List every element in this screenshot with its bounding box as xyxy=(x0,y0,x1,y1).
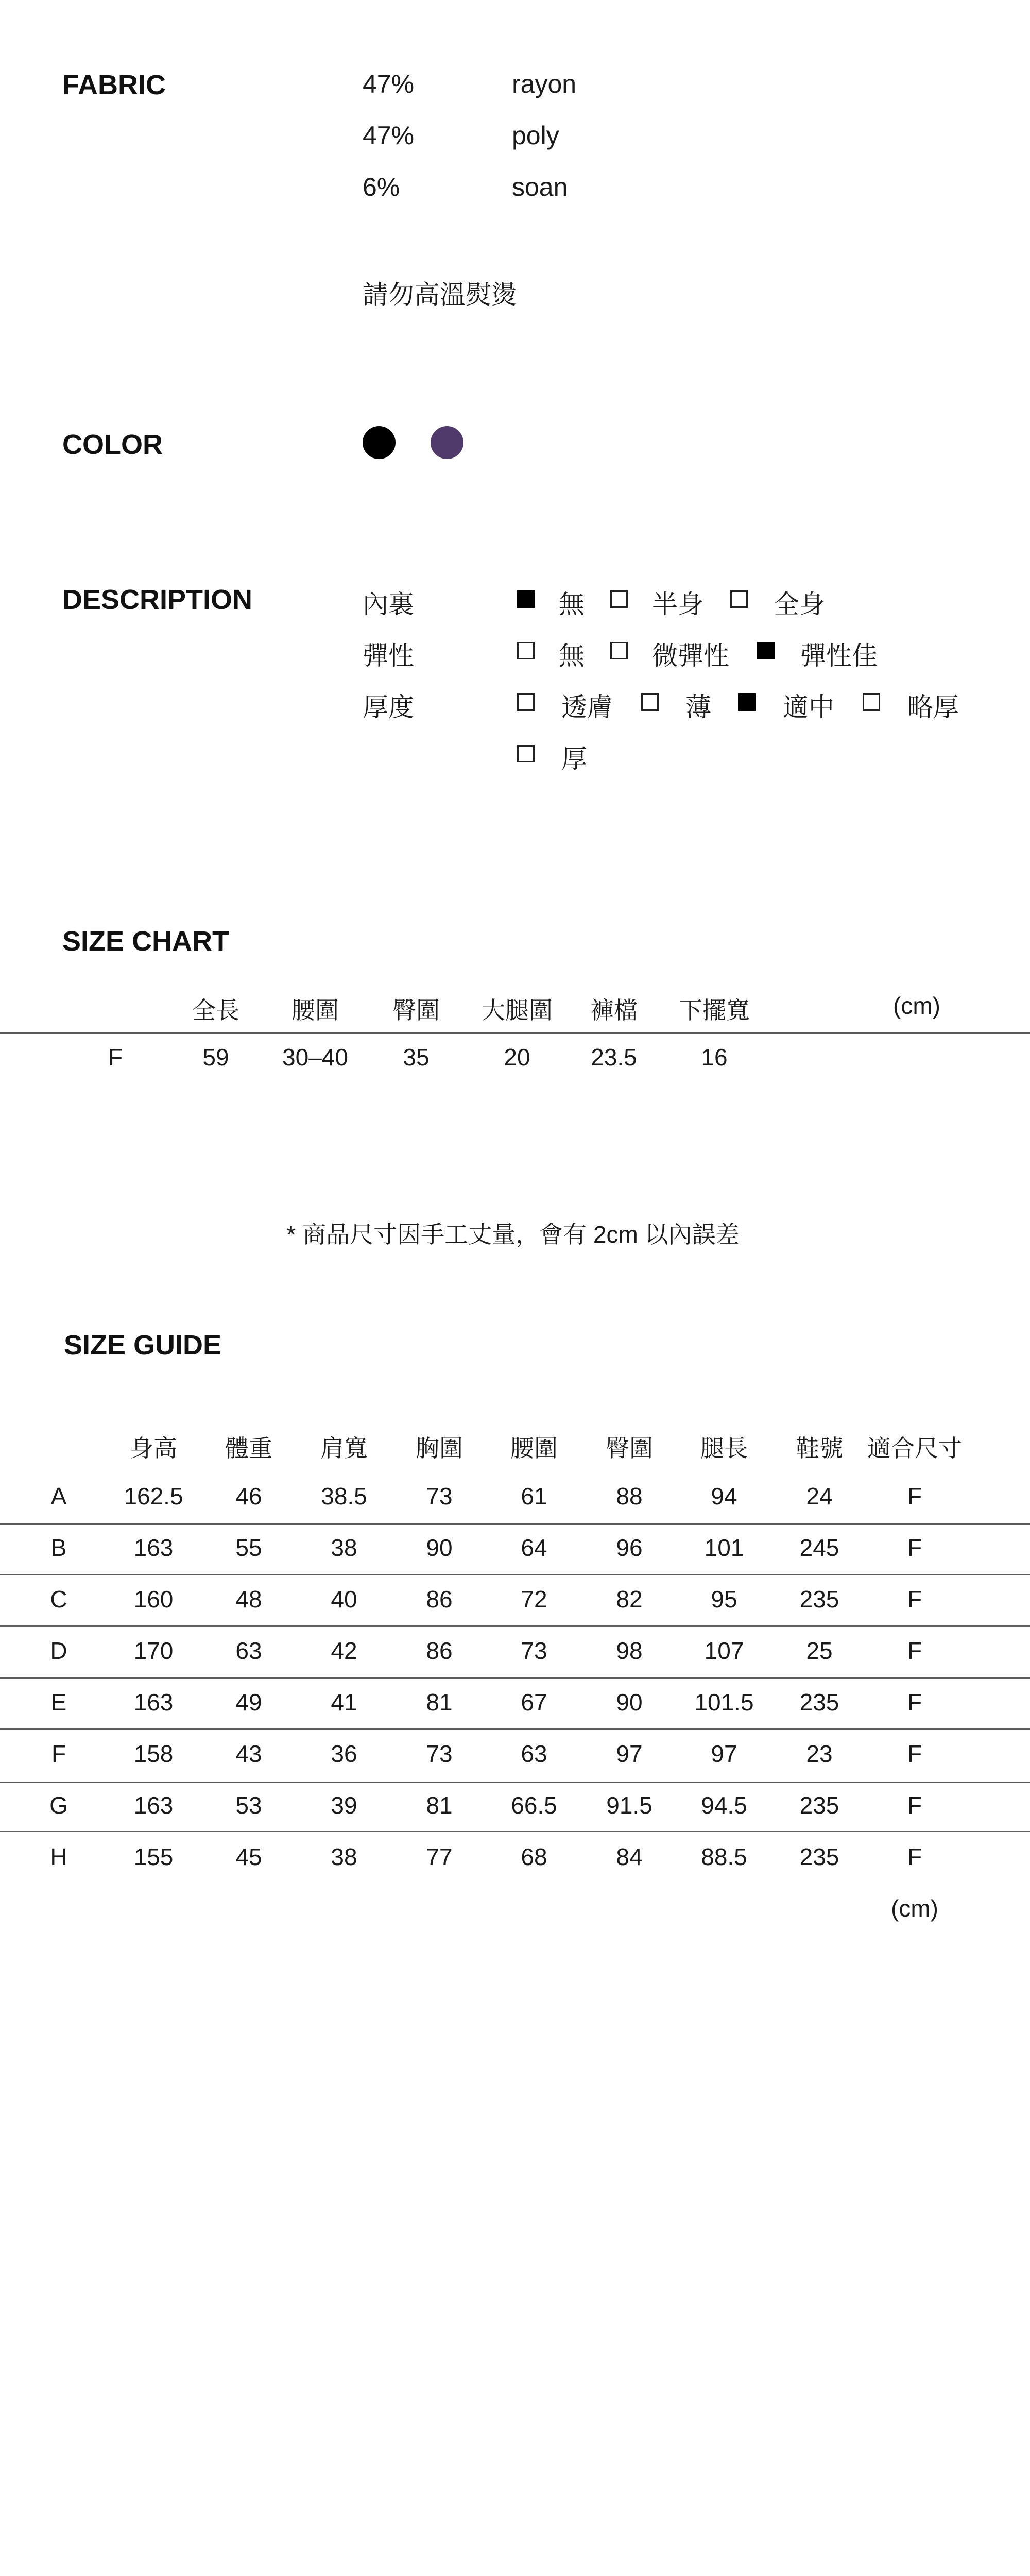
elasticity-option-slight: 微彈性 xyxy=(652,641,729,670)
size-chart-row-size: F xyxy=(108,1044,123,1071)
size-guide-row-c-shoe: 235 xyxy=(799,1586,839,1613)
size-guide-row-d-height: 170 xyxy=(133,1637,174,1664)
size-guide-row-b-waist: 64 xyxy=(521,1534,547,1561)
size-guide-row-g-shoulder: 39 xyxy=(331,1792,357,1819)
size-guide-row-f-model: F xyxy=(51,1740,66,1767)
size-guide-col-leg: 腿長 xyxy=(700,1435,748,1462)
fabric-material-3: soan xyxy=(512,173,568,201)
size-guide-col-waist: 腰圍 xyxy=(510,1435,558,1462)
size-guide-row-h-leg: 88.5 xyxy=(701,1843,747,1870)
size-guide-row-e-weight: 49 xyxy=(235,1689,262,1716)
thickness-option-thick-checkbox xyxy=(517,745,535,762)
size-guide-divider-1 xyxy=(0,1523,1030,1525)
size-guide-row-h-weight: 45 xyxy=(235,1843,262,1870)
size-guide-row-h-model: H xyxy=(50,1843,67,1870)
size-guide-row-b-hip: 96 xyxy=(616,1534,643,1561)
size-guide-row-f-hip: 97 xyxy=(616,1740,643,1767)
size-guide-row-d-shoe: 25 xyxy=(806,1637,833,1664)
size-guide-row-a-fit: F xyxy=(907,1483,922,1510)
color-swatch-purple xyxy=(431,426,464,459)
size-guide-row-a-model: A xyxy=(50,1483,67,1510)
size-guide-row-a-waist: 61 xyxy=(521,1483,547,1510)
size-chart-col-hem: 下擺寬 xyxy=(679,997,750,1024)
size-chart-col-waist: 腰圍 xyxy=(291,997,339,1024)
size-guide-row-h-fit: F xyxy=(907,1843,922,1870)
size-chart-col-rise: 褲檔 xyxy=(590,997,638,1024)
size-guide-row-h-waist: 68 xyxy=(521,1843,547,1870)
size-guide-row-f-fit: F xyxy=(907,1740,922,1767)
size-guide-row-h-shoulder: 38 xyxy=(331,1843,357,1870)
color-swatch-black xyxy=(363,426,396,459)
size-guide-divider-2 xyxy=(0,1574,1030,1575)
size-guide-row-a-shoe: 24 xyxy=(806,1483,833,1510)
size-guide-row-e-shoe: 235 xyxy=(799,1689,839,1716)
size-guide-row-c-weight: 48 xyxy=(235,1586,262,1613)
color-heading: COLOR xyxy=(62,429,163,460)
care-note: 請勿高溫熨燙 xyxy=(363,280,517,309)
size-guide-row-c-waist: 72 xyxy=(521,1586,547,1613)
size-guide-row-b-shoulder: 38 xyxy=(331,1534,357,1561)
size-guide-divider-5 xyxy=(0,1728,1030,1730)
size-guide-row-b-model: B xyxy=(50,1534,67,1561)
size-guide-row-e-height: 163 xyxy=(133,1689,174,1716)
size-chart-col-hip: 臀圍 xyxy=(392,997,440,1024)
size-chart-value-waist: 30–40 xyxy=(282,1044,348,1071)
size-guide-row-b-height: 163 xyxy=(133,1534,174,1561)
elasticity-label: 彈性 xyxy=(363,641,414,670)
fabric-percent-2: 47% xyxy=(363,121,415,150)
thickness-option-thin: 薄 xyxy=(685,693,711,722)
size-guide-row-d-shoulder: 42 xyxy=(331,1637,357,1664)
thickness-option-slightly-thick: 略厚 xyxy=(907,693,959,722)
thickness-option-sheer: 透膚 xyxy=(561,693,613,722)
size-chart-value-hem: 16 xyxy=(701,1044,728,1071)
size-guide-row-e-leg: 101.5 xyxy=(694,1689,754,1716)
thickness-option-thin-checkbox xyxy=(641,693,659,711)
size-guide-row-a-weight: 46 xyxy=(235,1483,262,1510)
size-guide-divider-3 xyxy=(0,1625,1030,1627)
size-guide-row-f-weight: 43 xyxy=(235,1740,262,1767)
fabric-percent-3: 6% xyxy=(363,173,400,201)
size-guide-row-g-weight: 53 xyxy=(235,1792,262,1819)
size-guide-row-d-model: D xyxy=(50,1637,67,1664)
size-guide-row-d-bust: 86 xyxy=(426,1637,453,1664)
size-guide-row-d-fit: F xyxy=(907,1637,922,1664)
size-chart-divider xyxy=(0,1032,1030,1034)
size-guide-row-c-shoulder: 40 xyxy=(331,1586,357,1613)
size-guide-row-h-bust: 77 xyxy=(426,1843,453,1870)
size-guide-row-g-hip: 91.5 xyxy=(606,1792,653,1819)
fabric-percent-1: 47% xyxy=(363,70,415,98)
lining-option-half: 半身 xyxy=(652,590,703,619)
size-guide-row-f-shoe: 23 xyxy=(806,1740,833,1767)
size-chart-note: * 商品尺寸因手工丈量，會有 2cm 以內誤差 xyxy=(286,1221,740,1248)
lining-option-none-checkbox xyxy=(517,590,535,608)
size-guide-row-b-shoe: 245 xyxy=(799,1534,839,1561)
size-guide-col-bust: 胸圍 xyxy=(416,1435,463,1462)
size-guide-col-shoulder: 肩寬 xyxy=(320,1435,368,1462)
lining-option-full-checkbox xyxy=(730,590,748,608)
lining-option-half-checkbox xyxy=(610,590,628,608)
size-guide-row-f-leg: 97 xyxy=(711,1740,737,1767)
thickness-option-thick: 厚 xyxy=(561,744,587,773)
thickness-option-slightly-thick-checkbox xyxy=(863,693,880,711)
size-guide-unit: (cm) xyxy=(891,1895,938,1922)
thickness-label: 厚度 xyxy=(363,693,414,722)
thickness-option-medium: 適中 xyxy=(783,693,834,722)
size-guide-row-e-hip: 90 xyxy=(616,1689,643,1716)
size-guide-row-g-waist: 66.5 xyxy=(511,1792,557,1819)
size-guide-row-d-leg: 107 xyxy=(704,1637,744,1664)
size-guide-row-h-hip: 84 xyxy=(616,1843,643,1870)
size-guide-divider-7 xyxy=(0,1831,1030,1832)
size-guide-row-c-leg: 95 xyxy=(711,1586,737,1613)
size-guide-row-f-waist: 63 xyxy=(521,1740,547,1767)
size-guide-row-h-height: 155 xyxy=(133,1843,174,1870)
size-guide-row-c-model: C xyxy=(50,1586,67,1613)
size-chart-unit: (cm) xyxy=(893,992,940,1019)
size-guide-row-f-height: 158 xyxy=(133,1740,174,1767)
size-guide-row-b-leg: 101 xyxy=(704,1534,744,1561)
size-guide-row-f-shoulder: 36 xyxy=(331,1740,357,1767)
size-guide-row-f-bust: 73 xyxy=(426,1740,453,1767)
elasticity-option-none: 無 xyxy=(559,641,585,670)
size-guide-col-height: 身高 xyxy=(130,1435,177,1462)
size-guide-row-c-height: 160 xyxy=(133,1586,174,1613)
size-guide-row-b-bust: 90 xyxy=(426,1534,453,1561)
size-guide-col-hip: 臀圍 xyxy=(606,1435,653,1462)
elasticity-option-slight-checkbox xyxy=(610,642,628,659)
size-chart-col-length: 全長 xyxy=(192,997,239,1024)
size-guide-row-a-height: 162.5 xyxy=(124,1483,183,1510)
size-guide-col-shoe: 鞋號 xyxy=(796,1435,843,1462)
elasticity-option-none-checkbox xyxy=(517,642,535,659)
size-chart-heading: SIZE CHART xyxy=(62,926,229,957)
size-chart-value-thigh: 20 xyxy=(504,1044,530,1071)
size-guide-heading: SIZE GUIDE xyxy=(64,1330,222,1361)
elasticity-option-good-checkbox xyxy=(757,642,775,659)
size-guide-row-e-waist: 67 xyxy=(521,1689,547,1716)
size-guide-row-d-weight: 63 xyxy=(235,1637,262,1664)
description-heading: DESCRIPTION xyxy=(62,584,253,615)
fabric-heading: FABRIC xyxy=(62,70,166,100)
size-guide-row-d-waist: 73 xyxy=(521,1637,547,1664)
size-guide-col-fit: 適合尺寸 xyxy=(867,1435,962,1462)
size-guide-row-b-fit: F xyxy=(907,1534,922,1561)
fabric-material-1: rayon xyxy=(512,70,577,98)
size-guide-row-a-leg: 94 xyxy=(711,1483,737,1510)
size-guide-row-b-weight: 55 xyxy=(235,1534,262,1561)
size-guide-row-a-bust: 73 xyxy=(426,1483,453,1510)
size-chart-value-hip: 35 xyxy=(403,1044,430,1071)
thickness-option-medium-checkbox xyxy=(738,693,756,711)
size-guide-divider-4 xyxy=(0,1677,1030,1679)
size-guide-row-g-model: G xyxy=(49,1792,68,1819)
size-guide-divider-6 xyxy=(0,1782,1030,1783)
size-guide-row-g-fit: F xyxy=(907,1792,922,1819)
thickness-option-sheer-checkbox xyxy=(517,693,535,711)
lining-option-full: 全身 xyxy=(774,590,825,619)
size-guide-row-c-fit: F xyxy=(907,1586,922,1613)
size-guide-row-e-model: E xyxy=(50,1689,67,1716)
size-guide-row-d-hip: 98 xyxy=(616,1637,643,1664)
size-guide-row-a-hip: 88 xyxy=(616,1483,643,1510)
lining-label: 內裏 xyxy=(363,590,414,619)
size-guide-row-g-shoe: 235 xyxy=(799,1792,839,1819)
size-guide-row-g-bust: 81 xyxy=(426,1792,453,1819)
size-guide-row-a-shoulder: 38.5 xyxy=(321,1483,367,1510)
size-guide-row-e-fit: F xyxy=(907,1689,922,1716)
size-chart-value-rise: 23.5 xyxy=(591,1044,637,1071)
elasticity-option-good: 彈性佳 xyxy=(800,641,878,670)
size-chart-value-length: 59 xyxy=(202,1044,229,1071)
size-guide-row-e-shoulder: 41 xyxy=(331,1689,357,1716)
size-guide-row-e-bust: 81 xyxy=(426,1689,453,1716)
size-guide-row-g-leg: 94.5 xyxy=(701,1792,747,1819)
size-guide-row-g-height: 163 xyxy=(133,1792,174,1819)
size-chart-col-thigh: 大腿圍 xyxy=(482,997,553,1024)
size-guide-row-c-bust: 86 xyxy=(426,1586,453,1613)
fabric-material-2: poly xyxy=(512,121,559,150)
lining-option-none: 無 xyxy=(559,590,585,619)
size-guide-col-weight: 體重 xyxy=(225,1435,272,1462)
size-guide-row-h-shoe: 235 xyxy=(799,1843,839,1870)
size-guide-row-c-hip: 82 xyxy=(616,1586,643,1613)
